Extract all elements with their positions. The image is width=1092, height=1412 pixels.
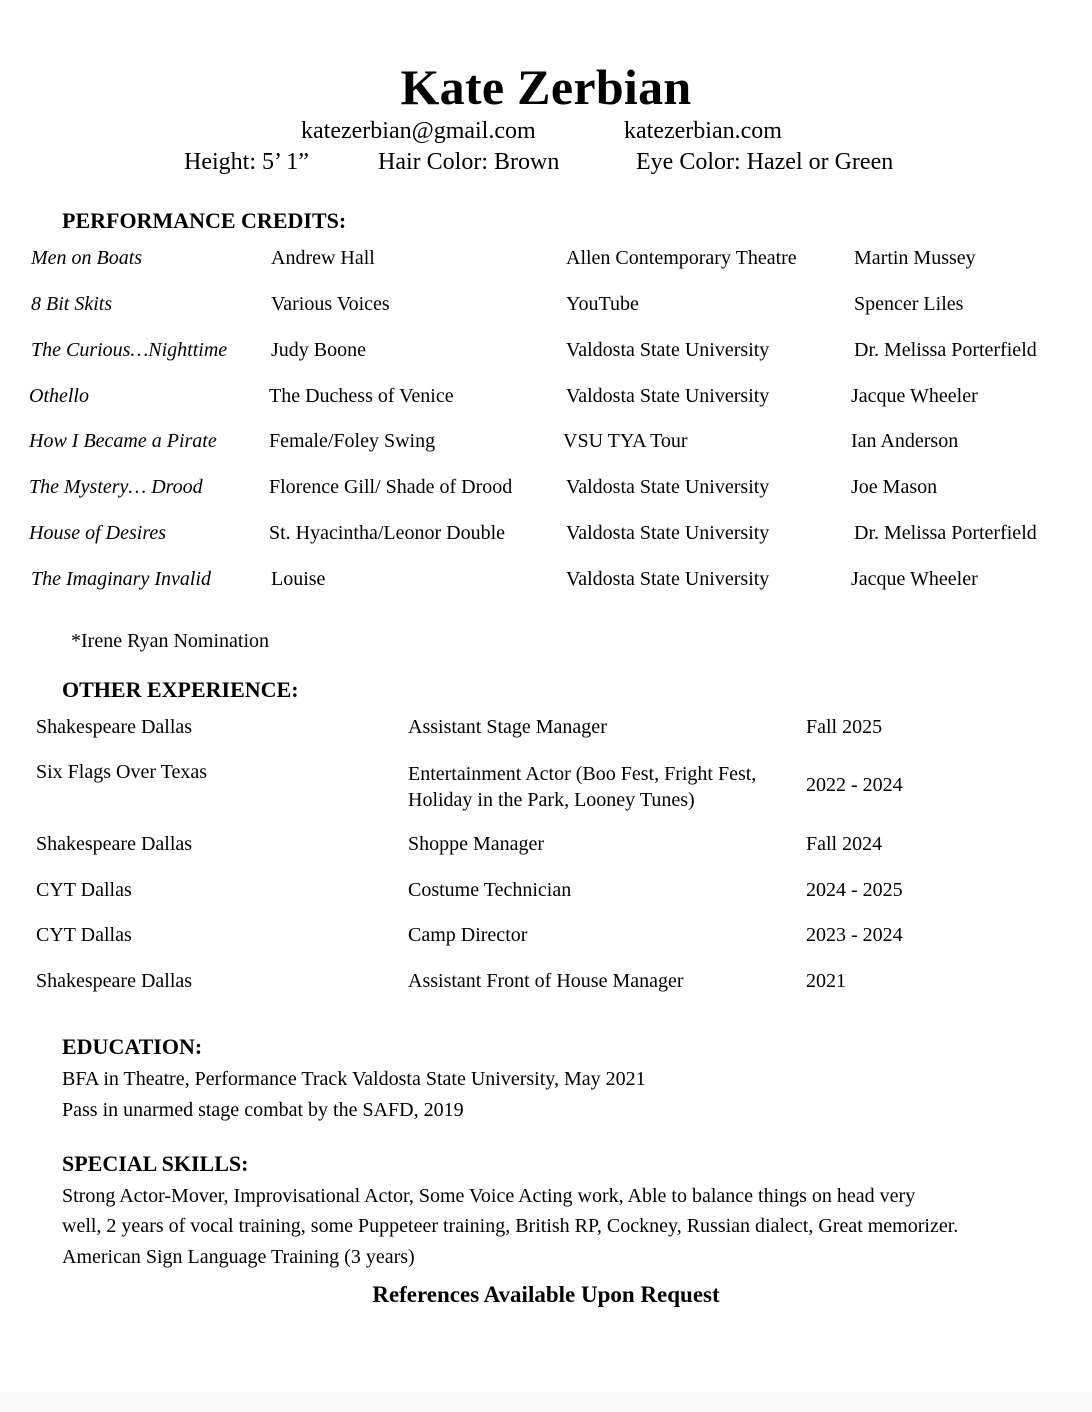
credit-venue: Valdosta State University xyxy=(566,339,770,361)
credit-row xyxy=(0,385,1092,413)
skills-line: American Sign Language Training (3 years) xyxy=(62,1246,415,1268)
height-info: Height: 5’ 1” xyxy=(184,149,309,175)
special-skills-heading: SPECIAL SKILLS: xyxy=(62,1151,249,1176)
experience-date: Fall 2025 xyxy=(806,716,883,738)
credit-venue: Valdosta State University xyxy=(566,476,770,498)
credit-role: The Duchess of Venice xyxy=(269,385,454,407)
credit-title: The Curious…Nighttime xyxy=(31,339,228,361)
credit-row xyxy=(0,430,1092,458)
credit-director: Ian Anderson xyxy=(851,430,959,452)
credit-row xyxy=(0,476,1092,504)
credit-title: Othello xyxy=(29,385,89,407)
experience-date: Fall 2024 xyxy=(806,833,883,855)
credit-row xyxy=(0,339,1092,367)
credit-row xyxy=(0,293,1092,321)
experience-date: 2024 - 2025 xyxy=(806,879,903,901)
credit-role: St. Hyacintha/Leonor Double xyxy=(269,522,506,544)
credit-role: Various Voices xyxy=(271,293,390,315)
education-degree: BFA in Theatre, Performance Track Valdosta State University, May 2021 xyxy=(62,1068,646,1090)
email: katezerbian@gmail.com xyxy=(301,118,536,144)
credit-role: Louise xyxy=(271,568,326,590)
experience-organization: Shakespeare Dallas xyxy=(36,833,193,855)
hair-color-info: Hair Color: Brown xyxy=(378,149,560,175)
irene-ryan-note: *Irene Ryan Nomination xyxy=(71,630,270,652)
credit-row xyxy=(0,568,1092,596)
education-heading: EDUCATION: xyxy=(62,1034,203,1059)
resume-name: Kate Zerbian xyxy=(400,59,692,115)
credit-director: Dr. Melissa Porterfield xyxy=(854,522,1037,544)
credit-title: Men on Boats xyxy=(31,247,143,269)
credit-director: Joe Mason xyxy=(851,476,938,498)
credit-venue: VSU TYA Tour xyxy=(563,430,688,452)
performance-credits-heading: PERFORMANCE CREDITS: xyxy=(62,208,347,233)
experience-organization: CYT Dallas xyxy=(36,879,132,901)
experience-organization: Shakespeare Dallas xyxy=(36,716,193,738)
credit-role: Judy Boone xyxy=(271,339,366,361)
credit-director: Spencer Liles xyxy=(854,293,964,315)
credit-role: Female/Foley Swing xyxy=(269,430,436,452)
experience-date: 2022 - 2024 xyxy=(806,774,903,796)
credit-director: Jacque Wheeler xyxy=(851,568,978,590)
credit-title: House of Desires xyxy=(29,522,167,544)
experience-date: 2023 - 2024 xyxy=(806,924,903,946)
page-bottom-edge xyxy=(0,1392,1092,1412)
website: katezerbian.com xyxy=(624,118,782,144)
other-experience-heading: OTHER EXPERIENCE: xyxy=(62,677,299,702)
credit-venue: Valdosta State University xyxy=(566,522,770,544)
skills-line: well, 2 years of vocal training, some Puppeteer training, British RP, Cockney, Russian dialect, Great memorizer. xyxy=(62,1215,959,1237)
experience-position: Assistant Stage Manager xyxy=(408,716,607,738)
credit-venue: YouTube xyxy=(566,293,639,315)
experience-organization: Six Flags Over Texas xyxy=(36,761,207,783)
credit-title: The Imaginary Invalid xyxy=(31,568,211,590)
credit-director: Dr. Melissa Porterfield xyxy=(854,339,1037,361)
credit-row xyxy=(0,522,1092,550)
experience-position: Camp Director xyxy=(408,924,528,946)
credit-role: Andrew Hall xyxy=(271,247,375,269)
credit-row xyxy=(0,247,1092,275)
education-combat: Pass in unarmed stage combat by the SAFD, 2019 xyxy=(62,1099,464,1121)
credit-director: Jacque Wheeler xyxy=(851,385,978,407)
credit-title: The Mystery… Drood xyxy=(29,476,203,498)
credit-venue: Valdosta State University xyxy=(566,385,770,407)
experience-organization: Shakespeare Dallas xyxy=(36,970,193,992)
credit-director: Martin Mussey xyxy=(854,247,976,269)
experience-organization: CYT Dallas xyxy=(36,924,132,946)
experience-position: Shoppe Manager xyxy=(408,833,545,855)
experience-date: 2021 xyxy=(806,970,846,992)
credit-venue: Allen Contemporary Theatre xyxy=(566,247,797,269)
experience-position: Assistant Front of House Manager xyxy=(408,970,684,992)
eye-color-info: Eye Color: Hazel or Green xyxy=(636,149,894,175)
experience-position: Entertainment Actor (Boo Fest, Fright Fest, Holiday in the Park, Looney Tunes) xyxy=(408,763,757,811)
references-note: References Available Upon Request xyxy=(372,1282,720,1307)
credit-role: Florence Gill/ Shade of Drood xyxy=(269,476,513,498)
credit-title: How I Became a Pirate xyxy=(29,430,217,452)
experience-position: Costume Technician xyxy=(408,879,572,901)
skills-line: Strong Actor-Mover, Improvisational Actor, Some Voice Acting work, Able to balance things on head very xyxy=(62,1185,916,1207)
credit-venue: Valdosta State University xyxy=(566,568,770,590)
credit-title: 8 Bit Skits xyxy=(31,293,113,315)
